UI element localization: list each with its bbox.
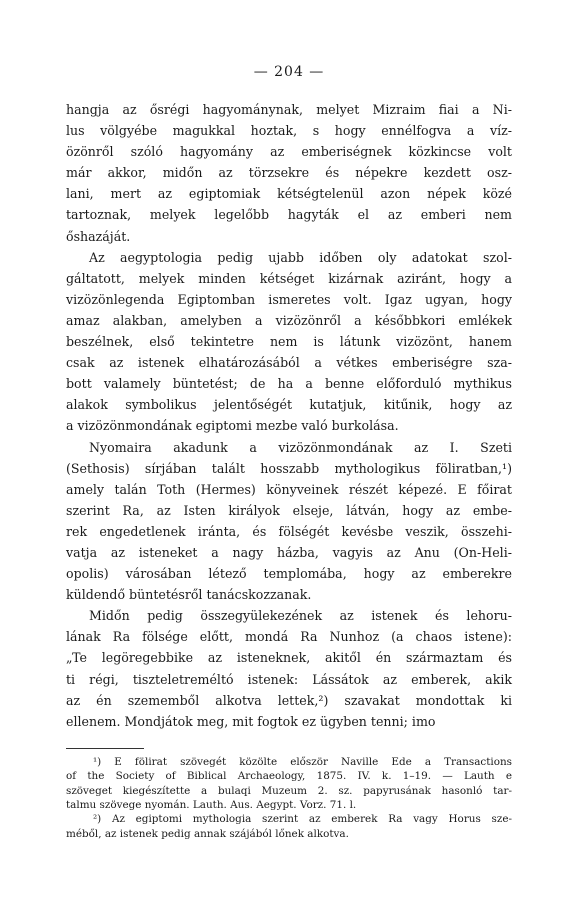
footnote-divider: [66, 748, 144, 749]
footnote-line: ²) Az egiptomi mythologia szerint az emberek Ra vagy Horus sze-: [93, 813, 512, 826]
text-line: lus völgyébe magukkal hoztak, s hogy ennélfogva a víz-: [66, 123, 512, 139]
text-line: Az aegyptologia pedig ujabb időben oly adatokat szol-: [89, 249, 512, 265]
text-line: csak az istenek elhatározásából a vétkes emberiségre sza-: [66, 355, 512, 371]
text-line: Nyomaira akadunk a vizözönmondának az I. Szeti: [89, 439, 512, 455]
footnote-line: szöveget kiegészítette a bulaqi Muzeum 2. sz. papyrusának hasonló tar-: [66, 784, 512, 797]
text-line: amely talán Toth (Hermes) könyveinek részét képezé. E főirat: [66, 481, 512, 497]
text-line: ti régi, tiszteletreméltó istenek: Lássátok az emberek, akik: [66, 671, 512, 687]
footnote-line: of the Society of Biblical Archaeology, 1875. IV. k. 1–19. — Lauth e: [66, 770, 512, 783]
text-line: Midőn pedig összegyülekezének az istenek és lehoru-: [89, 608, 512, 624]
book-page: [66, 64, 512, 841]
footnote: [66, 812, 512, 841]
text-line: „Te legöregebbike az isteneknek, akitől én származtam és: [66, 650, 512, 666]
text-line: már akkor, midőn az törzsekre és népekre kezdett osz-: [66, 165, 512, 181]
text-line: bott valamely büntetést; de ha a benne előforduló mythikus: [66, 376, 512, 392]
text-line: gáltatott, melyek minden kétséget kizárnak aziránt, hogy a: [66, 270, 512, 286]
page-number: — 204 —: [253, 64, 325, 80]
footnotes: [66, 755, 512, 841]
text-line: az én szememből alkotva lettek,²) szavakat mondottak ki: [66, 692, 512, 708]
paragraph: [66, 99, 512, 247]
text-line: küldendő büntetésről tanácskozzanak.: [66, 587, 312, 603]
text-line: özönről szóló hagyomány az emberiségnek közkincse volt: [66, 144, 512, 160]
footnote-line: talmu szövege nyomán. Lauth. Aus. Aegypt. Vorz. 71. l.: [66, 798, 357, 811]
footnote: [66, 755, 512, 813]
text-line: tartoznak, melyek legelőbb hagyták el az emberi nem: [66, 207, 512, 223]
text-line: szerint Ra, az Isten királyok elseje, látván, hogy az embe-: [66, 502, 512, 518]
text-line: (Sethosis) sírjában talált hosszabb mythologikus föliratban,¹): [66, 460, 512, 476]
text-line: hangja az ősrégi hagyománynak, melyet Mizraim fiai a Ni-: [66, 102, 512, 117]
text-line: lani, mert az egiptomiak kétségtelenül azon népek közé: [66, 186, 512, 202]
text-line: vizözönlegenda Egiptomban ismeretes volt. Igaz ugyan, hogy: [66, 291, 512, 307]
text-line: alakok symbolikus jelentőségét kutatjuk, kitűnik, hogy az: [66, 397, 512, 413]
paragraph: [66, 605, 512, 732]
text-line: vatja az isteneket a nagy házba, vagyis az Anu (On-Heli-: [66, 544, 512, 560]
body-text: [66, 99, 512, 732]
text-line: beszélnek, első tekintetre nem is látunk vizözönt, hanem: [66, 334, 512, 350]
text-line: rek engedetlenek iránta, és fölségét kevésbe veszik, összehi-: [66, 523, 512, 539]
text-line: őshazáját.: [66, 228, 131, 244]
footnote-line: méből, az istenek pedig annak szájából lőnek alkotva.: [66, 827, 349, 840]
text-line: ellenem. Mondjátok meg, mit fogtok ez ügyben tenni; imo: [66, 713, 436, 729]
paragraph: [66, 437, 512, 606]
footnote-line: ¹) E fölirat szövegét közölte először Naville Ede a Transactions: [93, 755, 512, 768]
text-line: amaz alakban, amelyben a vizözönről a későbbkori emlékek: [66, 312, 512, 328]
paragraph: [66, 247, 512, 437]
text-line: a vizözönmondának egiptomi mezbe való burkolása.: [66, 418, 399, 434]
text-line: opolis) városában létező templomába, hogy az emberekre: [66, 566, 512, 582]
text-line: lának Ra fölsége előtt, mondá Ra Nunhoz (a chaos istene):: [66, 629, 512, 645]
